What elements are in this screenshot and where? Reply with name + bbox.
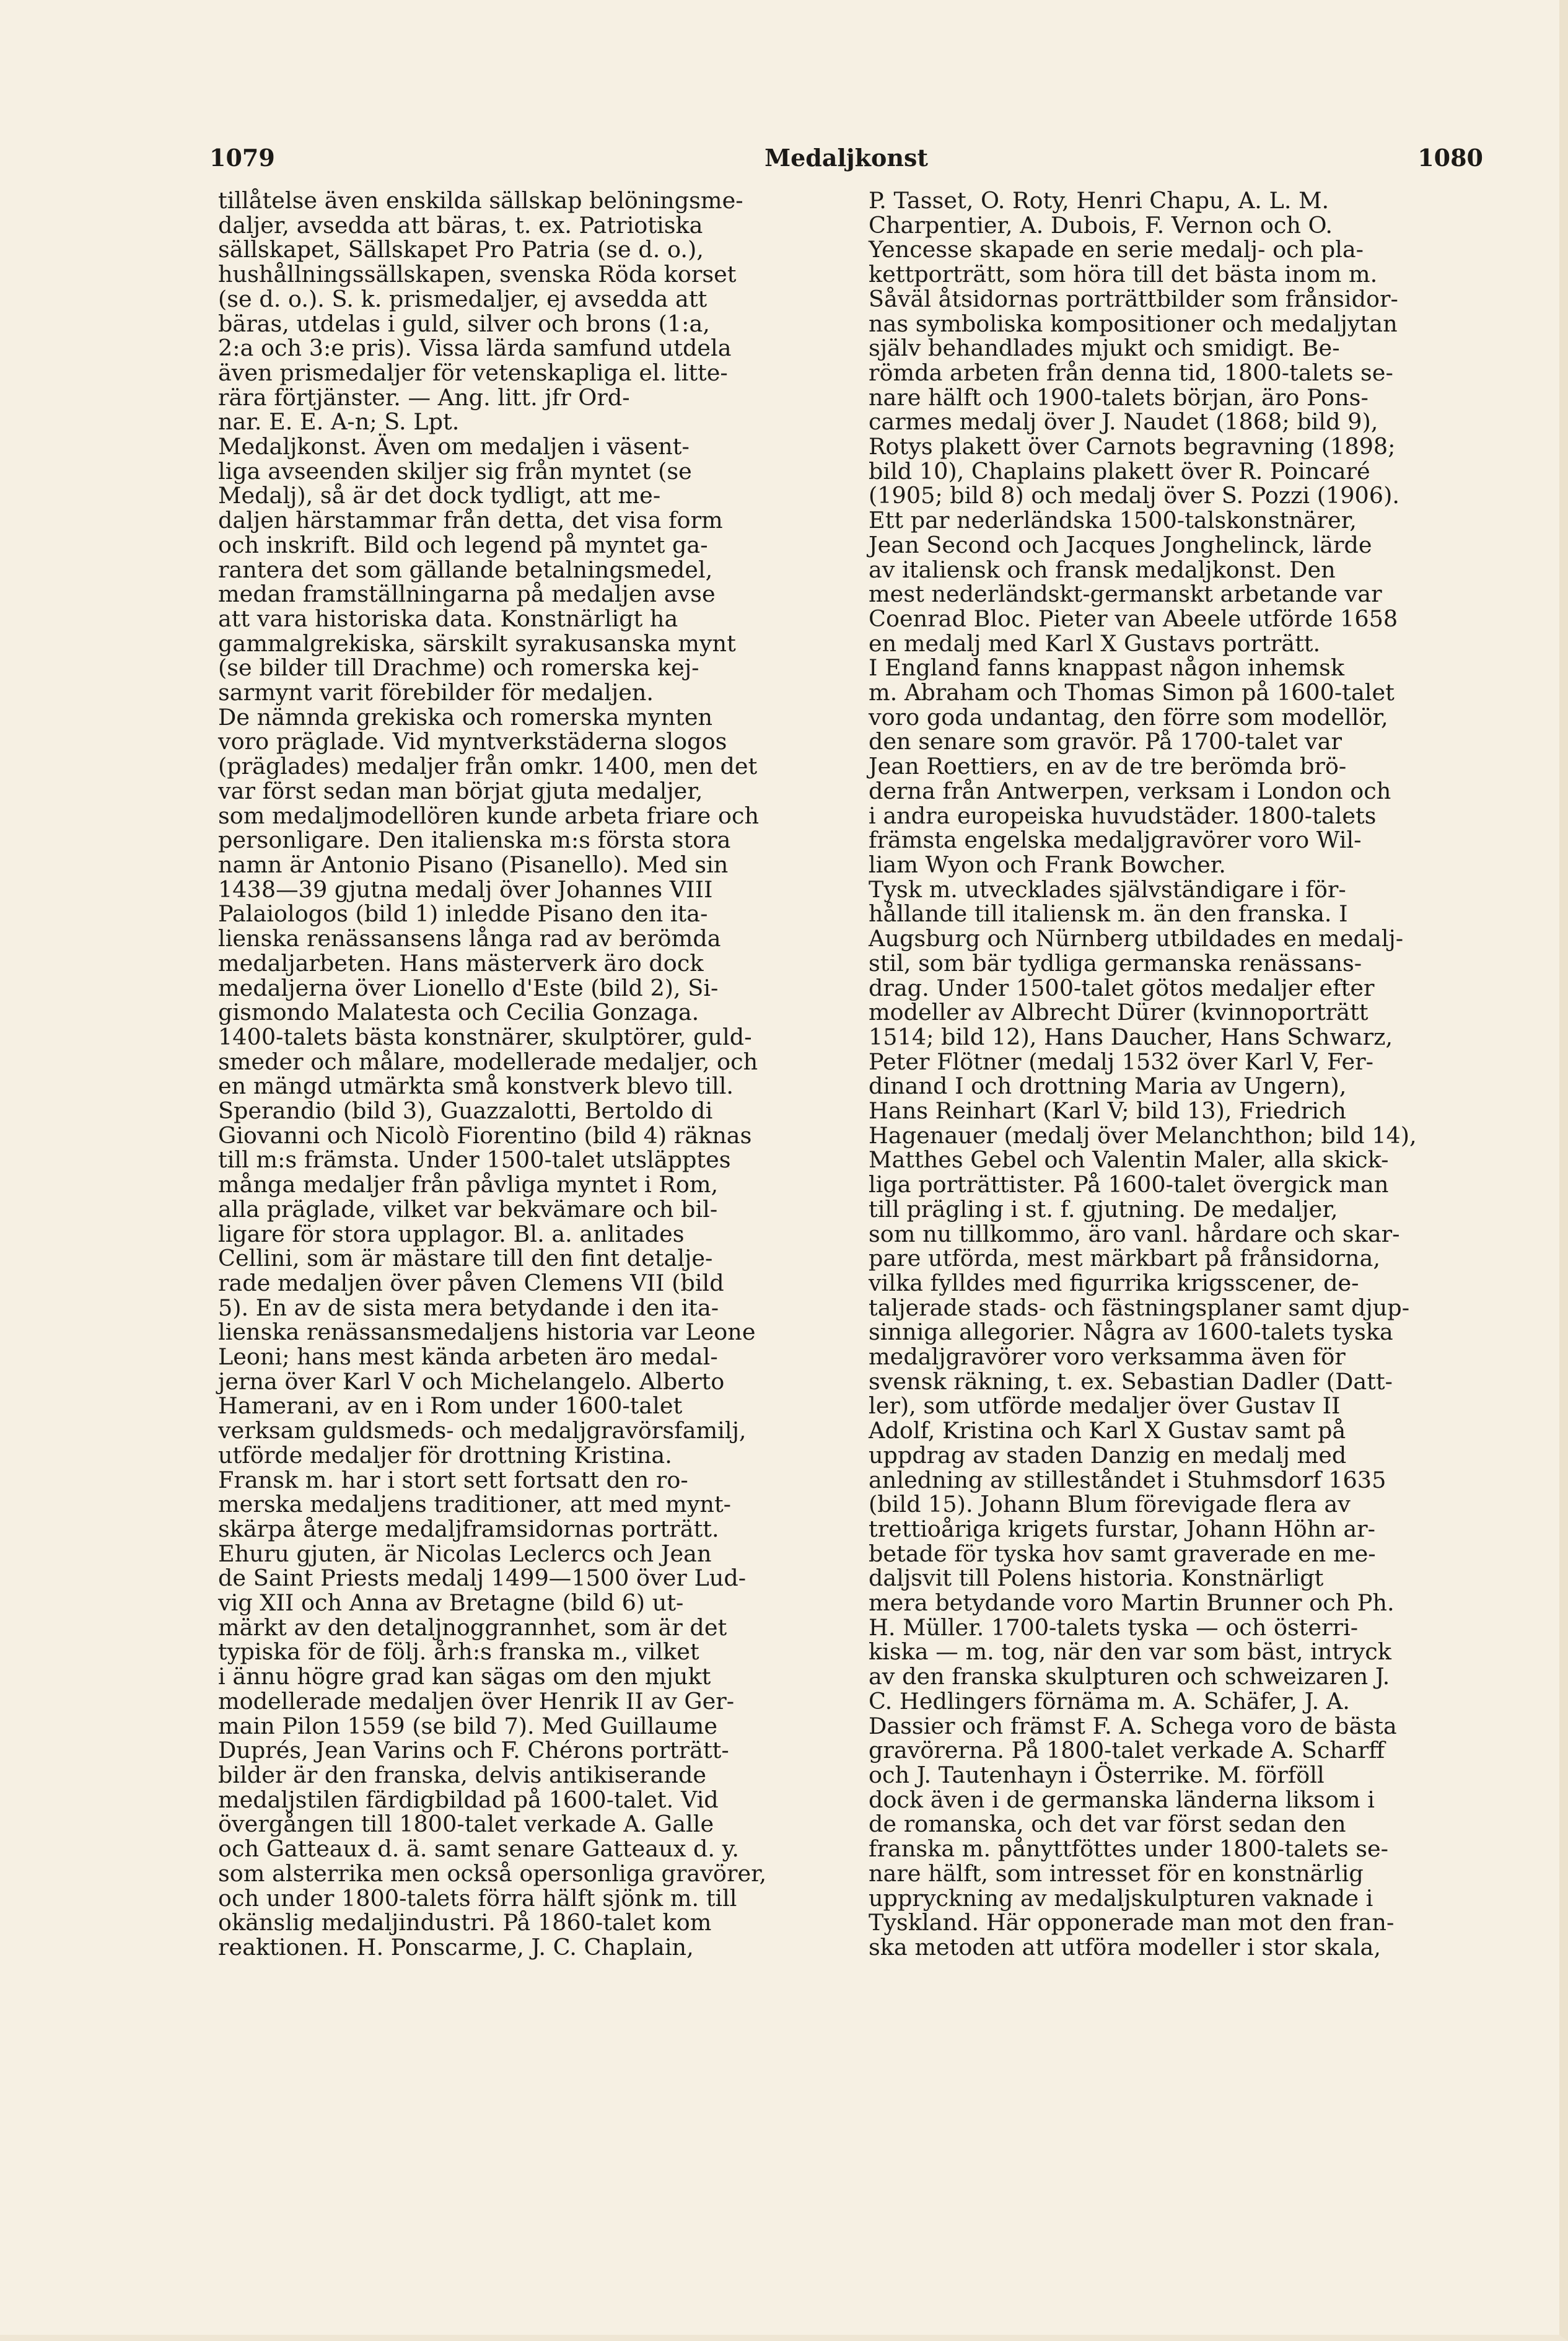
- text-line: De nämnda grekiska och romerska mynten: [218, 703, 713, 731]
- text-line: personligare. Den italienska m:s första stora: [218, 827, 731, 854]
- text-line: namn är Antonio Pisano (Pisanello). Med sin: [218, 851, 729, 878]
- text-line: främsta engelska medaljgravörer voro Wil-: [869, 827, 1362, 854]
- text-line: Charpentier, A. Dubois, F. Vernon och O.: [869, 211, 1333, 239]
- text-line: uppryckning av medaljskulpturen vaknade i: [869, 1884, 1373, 1912]
- text-line: derna från Antwerpen, verksam i London och: [869, 777, 1391, 804]
- text-line: rära förtjänster. — Ang. litt. jfr Ord-: [218, 384, 630, 411]
- text-line: sällskapet, Sällskapet Pro Patria (se d. o.),: [218, 236, 704, 263]
- text-line: Coenrad Bloc. Pieter van Abeele utförde 1658: [869, 605, 1398, 632]
- text-line: ler), som utförde medaljer över Gustav II: [869, 1392, 1341, 1420]
- text-line: okänslig medaljindustri. På 1860-talet kom: [218, 1909, 712, 1936]
- text-line: nar. E. E. A-n; S. Lpt.: [218, 408, 460, 436]
- text-line: att vara historiska data. Konstnärligt ha: [218, 605, 678, 632]
- text-line: Såväl åtsidornas porträttbilder som frånsidor-: [869, 285, 1398, 312]
- text-line: rantera det som gällande betalningsmedel,: [218, 556, 713, 583]
- text-line: bild 10), Chaplains plakett över R. Poincaré: [869, 457, 1370, 485]
- text-line: drag. Under 1500-talet götos medaljer efter: [869, 974, 1375, 1001]
- text-line: nare hälft, som intresset för en konstnärlig: [869, 1860, 1364, 1887]
- text-line: m. Abraham och Thomas Simon på 1600-talet: [869, 679, 1395, 706]
- text-line: och Gatteaux d. ä. samt senare Gatteaux d. y.: [218, 1835, 740, 1863]
- text-line: alla präglade, vilket var bekvämare och bil-: [218, 1195, 718, 1223]
- text-line: en medalj med Karl X Gustavs porträtt.: [869, 630, 1321, 657]
- text-line: medaljarbeten. Hans mästerverk äro dock: [218, 949, 704, 977]
- text-line: anledning av stilleståndet i Stuhmsdorf 1635: [869, 1466, 1386, 1493]
- right-text-column: [869, 188, 1487, 1960]
- text-line: medaljstilen färdigbildad på 1600-talet. Vid: [218, 1786, 719, 1813]
- page-header: [209, 144, 1483, 181]
- text-line: Sperandio (bild 3), Guazzalotti, Bertoldo di: [218, 1097, 713, 1125]
- text-line: av den franska skulpturen och schweizaren J.: [869, 1663, 1390, 1690]
- text-line: skärpa återge medaljframsidornas porträtt.: [218, 1515, 719, 1542]
- page-number-left: 1079: [209, 144, 275, 172]
- text-line: de romanska, och det var först sedan den: [869, 1811, 1346, 1838]
- text-line: Hagenauer (medalj över Melanchthon; bild 14),: [869, 1122, 1417, 1149]
- text-line: mera betydande voro Martin Brunner och Ph.: [869, 1589, 1395, 1617]
- text-line: Jean Second och Jacques Jonghelinck, lärde: [869, 531, 1372, 558]
- text-line: kettporträtt, som höra till det bästa inom m.: [869, 261, 1378, 288]
- text-line: svensk räkning, t. ex. Sebastian Dadler (Datt-: [869, 1368, 1393, 1395]
- text-line: Cellini, som är mästare till den fint detalje-: [218, 1245, 713, 1272]
- text-line: Duprés, Jean Varins och F. Chérons porträtt-: [218, 1737, 729, 1764]
- text-line: Peter Flötner (medalj 1532 över Karl V, Fer-: [869, 1048, 1373, 1075]
- text-line: många medaljer från påvliga myntet i Rom,: [218, 1171, 719, 1198]
- text-line: Yencesse skapade en serie medalj- och pla-: [869, 236, 1364, 263]
- text-line: sinniga allegorier. Några av 1600-talets tyska: [869, 1319, 1393, 1346]
- text-line: ligare för stora upplagor. Bl. a. anlitades: [218, 1220, 685, 1247]
- text-line: var först sedan man börjat gjuta medaljer,: [218, 777, 703, 804]
- text-line: Rotys plakett över Carnots begravning (1898;: [869, 433, 1396, 460]
- text-line: utförde medaljer för drottning Kristina.: [218, 1441, 672, 1469]
- text-line: en mängd utmärkta små konstverk blevo till.: [218, 1073, 734, 1100]
- text-line: hushållningssällskapen, svenska Röda korset: [218, 261, 737, 288]
- text-line: till prägling i st. f. gjutning. De medaljer,: [869, 1195, 1338, 1223]
- text-line: sarmynt varit förebilder för medaljen.: [218, 679, 654, 706]
- text-line: daljer, avsedda att bäras, t. ex. Patriotiska: [218, 211, 703, 239]
- text-line: nas symboliska kompositioner och medaljytan: [869, 310, 1398, 337]
- text-line: Leoni; hans mest kända arbeten äro medal-: [218, 1343, 718, 1371]
- text-line: Matthes Gebel och Valentin Maler, alla skick-: [869, 1146, 1389, 1174]
- text-line: liga avseenden skiljer sig från myntet (se: [218, 457, 692, 485]
- text-line: Hans Reinhart (Karl V; bild 13), Friedrich: [869, 1097, 1346, 1125]
- text-line: Tyskland. Här opponerade man mot den fran-: [869, 1909, 1395, 1936]
- text-line: dock även i de germanska länderna liksom i: [869, 1786, 1375, 1813]
- text-line: Fransk m. har i stort sett fortsatt den ro-: [218, 1466, 688, 1493]
- text-line: själv behandlades mjukt och smidigt. Be-: [869, 335, 1340, 362]
- text-line: som alsterrika men också opersonliga gravörer,: [218, 1860, 767, 1887]
- text-line: Tysk m. utvecklades självständigare i för-: [869, 876, 1346, 903]
- text-line: rade medaljen över påven Clemens VII (bild: [218, 1269, 724, 1296]
- text-line: lienska renässansmedaljens historia var Leone: [218, 1319, 756, 1346]
- text-line: 5). En av de sista mera betydande i den ita-: [218, 1294, 719, 1321]
- text-line: i andra europeiska huvudstäder. 1800-talets: [869, 802, 1377, 829]
- text-line: römda arbeten från denna tid, 1800-talets se-: [869, 359, 1393, 386]
- text-line: voro goda undantag, den förre som modellör,: [869, 703, 1388, 731]
- text-line: även prismedaljer för vetenskapliga el. litte-: [218, 359, 728, 386]
- text-line: franska m. pånyttföttes under 1800-talets se-: [869, 1835, 1389, 1863]
- text-line: trettioåriga krigets furstar, Johann Höhn ar-: [869, 1515, 1375, 1542]
- text-line: taljerade stads- och fästningsplaner samt djup-: [869, 1294, 1410, 1321]
- text-line: Dassier och främst F. A. Schega voro de bästa: [869, 1712, 1397, 1739]
- text-line: main Pilon 1559 (se bild 7). Med Guillaume: [218, 1712, 717, 1739]
- text-line: gammalgrekiska, särskilt syrakusanska mynt: [218, 630, 736, 657]
- text-line: Adolf, Kristina och Karl X Gustav samt på: [869, 1417, 1346, 1444]
- text-line: Giovanni och Nicolò Fiorentino (bild 4) räknas: [218, 1122, 752, 1149]
- text-line: daljsvit till Polens historia. Konstnärligt: [869, 1565, 1324, 1592]
- text-line: modeller av Albrecht Dürer (kvinnoporträtt: [869, 999, 1369, 1026]
- text-line: stil, som bär tydliga germanska renässans-: [869, 949, 1362, 977]
- text-line: medan framställningarna på medaljen avse: [218, 581, 716, 608]
- text-line: smeder och målare, modellerade medaljer, och: [218, 1048, 758, 1075]
- text-line: märkt av den detaljnoggrannhet, som är det: [218, 1614, 727, 1641]
- running-title: Medaljkonst: [764, 144, 928, 172]
- text-line: carmes medalj över J. Naudet (1868; bild 9),: [869, 408, 1378, 436]
- text-line: (se d. o.). S. k. prismedaljer, ej avsedda att: [218, 285, 707, 312]
- text-line: de Saint Priests medalj 1499—1500 över Lud-: [218, 1565, 747, 1592]
- text-line: i ännu högre grad kan sägas om den mjukt: [218, 1663, 711, 1690]
- text-line: bäras, utdelas i guld, silver och brons (1:a,: [218, 310, 710, 337]
- text-line: liga porträttister. På 1600-talet övergick man: [869, 1171, 1389, 1198]
- text-line: liam Wyon och Frank Bowcher.: [869, 851, 1226, 878]
- text-line: pare utförda, mest märkbart på frånsidorna,: [869, 1245, 1380, 1272]
- text-line: ska metoden att utföra modeller i stor skala,: [869, 1933, 1381, 1961]
- text-line: tillåtelse även enskilda sällskap belöningsme-: [218, 187, 743, 214]
- text-line: merska medaljens traditioner, att med mynt-: [218, 1491, 732, 1518]
- text-line: hållande till italiensk m. än den franska. I: [869, 900, 1348, 928]
- text-line: uppdrag av staden Danzig en medalj med: [869, 1441, 1347, 1469]
- text-line: 2:a och 3:e pris). Vissa lärda samfund utdela: [218, 335, 732, 362]
- text-line: (se bilder till Drachme) och romerska kej-: [218, 654, 699, 682]
- text-line: övergången till 1800-talet verkade A. Galle: [218, 1811, 714, 1838]
- text-line: medaljerna över Lionello d'Este (bild 2), Si-: [218, 974, 719, 1001]
- text-line: gismondo Malatesta och Cecilia Gonzaga.: [218, 999, 699, 1026]
- text-line: av italiensk och fransk medaljkonst. Den: [869, 556, 1336, 583]
- text-line: verksam guldsmeds- och medaljgravörsfamilj,: [218, 1417, 747, 1444]
- text-line: och under 1800-talets förra hälft sjönk m. till: [218, 1884, 737, 1912]
- text-line: 1514; bild 12), Hans Daucher, Hans Schwarz,: [869, 1023, 1393, 1050]
- text-line: voro präglade. Vid myntverkstäderna slogos: [218, 728, 727, 755]
- text-line: Palaiologos (bild 1) inledde Pisano den ita-: [218, 900, 708, 928]
- text-line: Jean Roettiers, en av de tre berömda brö-: [869, 753, 1347, 780]
- text-line: gravörerna. På 1800-talet verkade A. Scharff: [869, 1737, 1385, 1764]
- page-number-right: 1080: [1417, 144, 1483, 172]
- text-line: H. Müller. 1700-talets tyska — och österri-: [869, 1614, 1359, 1641]
- text-line: Ett par nederländska 1500-talskonstnärer,: [869, 507, 1357, 534]
- text-line: daljen härstammar från detta, det visa form: [218, 507, 723, 534]
- text-line: nare hälft och 1900-talets början, äro Pons-: [869, 384, 1369, 411]
- text-line: betade för tyska hov samt graverade en me-: [869, 1540, 1376, 1567]
- text-line: vilka fylldes med figurrika krigsscener, de-: [869, 1269, 1359, 1296]
- text-line: och inskrift. Bild och legend på myntet ga-: [218, 531, 708, 558]
- text-line: (bild 15). Johann Blum förevigade flera av: [869, 1491, 1351, 1518]
- text-line: Hamerani, av en i Rom under 1600-talet: [218, 1392, 683, 1420]
- text-line: 1438—39 gjutna medalj över Johannes VIII: [218, 876, 713, 903]
- text-line: som nu tillkommo, äro vanl. hårdare och skar-: [869, 1220, 1400, 1247]
- text-line: lienska renässansens långa rad av berömda: [218, 925, 721, 952]
- text-line: P. Tasset, O. Roty, Henri Chapu, A. L. M.: [869, 187, 1329, 214]
- text-line: och J. Tautenhayn i Österrike. M. förföll: [869, 1762, 1325, 1788]
- text-line: (präglades) medaljer från omkr. 1400, men det: [218, 753, 758, 780]
- text-line: I England fanns knappast någon inhemsk: [869, 654, 1345, 682]
- text-line: vig XII och Anna av Bretagne (bild 6) ut-: [218, 1589, 684, 1617]
- text-line: modellerade medaljen över Henrik II av Ger-: [218, 1687, 735, 1715]
- text-line: mest nederländskt-germanskt arbetande var: [869, 581, 1382, 608]
- text-line: typiska för de följ. årh:s franska m., vilket: [218, 1638, 699, 1666]
- text-line: Augsburg och Nürnberg utbildades en medalj-: [869, 925, 1404, 952]
- text-line: till m:s främsta. Under 1500-talet utsläpptes: [218, 1146, 731, 1174]
- text-line: Ehuru gjuten, är Nicolas Leclercs och Jean: [218, 1540, 712, 1567]
- text-line: bilder är den franska, delvis antikiserande: [218, 1762, 707, 1788]
- text-line: C. Hedlingers förnäma m. A. Schäfer, J. A.: [869, 1687, 1350, 1715]
- text-line: medaljgravörer voro verksamma även för: [869, 1343, 1346, 1371]
- text-line: som medaljmodellören kunde arbeta friare och: [218, 802, 760, 829]
- text-line: dinand I och drottning Maria av Ungern),: [869, 1073, 1347, 1100]
- text-line: jerna över Karl V och Michelangelo. Alberto: [218, 1368, 725, 1395]
- text-line: kiska — m. tog, när den var som bäst, intryck: [869, 1638, 1391, 1666]
- text-line: reaktionen. H. Ponscarme, J. C. Chaplain,: [218, 1933, 694, 1961]
- text-line: den senare som gravör. På 1700-talet var: [869, 728, 1342, 755]
- left-text-column: [218, 188, 836, 1960]
- text-line: 1400-talets bästa konstnärer, skulptörer, guld-: [218, 1023, 752, 1050]
- text-line: (1905; bild 8) och medalj över S. Pozzi (1906).: [869, 482, 1399, 509]
- text-line: Medaljkonst. Även om medaljen i väsent-: [218, 433, 690, 460]
- text-line: Medalj), så är det dock tydligt, att me-: [218, 482, 661, 509]
